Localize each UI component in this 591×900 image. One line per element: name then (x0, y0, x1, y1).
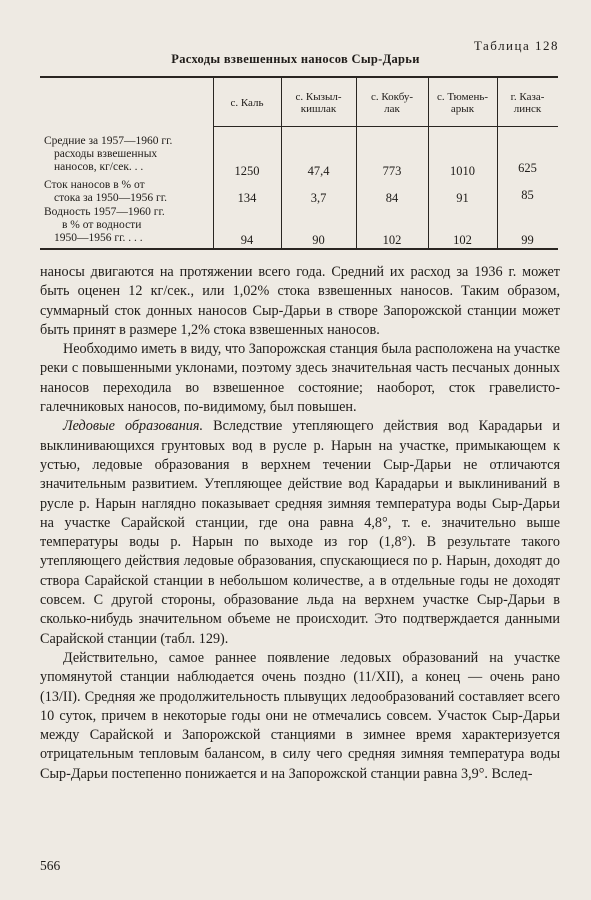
column-header: г. Каза- линск (510, 91, 545, 115)
body-text (40, 263, 560, 784)
table-cell: 1010 (450, 164, 475, 178)
table-bottom-rule (40, 248, 558, 250)
table-cell: 773 (382, 164, 402, 178)
paragraph: Необходимо иметь в виду, что Запорожская станция была расположена на участке реки с повышенными уклонами, поэтому здесь значительная часть песчаных донных наносов переходила во взвешенное состояние; наоборот, сток гравелисто-галечниковых наносов, по-видимому, был повышен. (40, 341, 560, 416)
column-header: с. Кызыл- кишлак (295, 91, 342, 115)
row-label: Средние за 1957—1960 гг. расходы взвешенных наносов, кг/сек. . . (44, 135, 173, 173)
table-cell: 99 (521, 233, 534, 247)
row-label: Водность 1957—1960 гг. в % от водности 1950—1956 гг. . . . (44, 206, 165, 244)
paragraph: наносы двигаются на протяжении всего года. Средний их расход за 1936 г. может быть оценен 12 кг/сек., или 1,02% стока взвешенных наносов. Таким образом, суммарный сток донных наносов Сыр-Дарьи в створе Запорожской станции может быть принят в размере 1,2% стока взвешенных наносов. (40, 264, 560, 338)
table-cell: 3,7 (310, 191, 327, 205)
table-cell: 90 (312, 233, 325, 247)
table-cell: 47,4 (307, 164, 330, 178)
table-title: Расходы взвешенных наносов Сыр-Дарьи (171, 52, 420, 66)
table-cell: 84 (385, 191, 399, 205)
table-cell: 91 (456, 191, 469, 205)
table-cell: 102 (382, 233, 402, 247)
table-number: Таблица 128 (473, 38, 559, 53)
table-cell: 85 (521, 188, 534, 202)
row-label: Сток наносов в % от стока за 1950—1956 гг. (44, 179, 168, 204)
table-top-rule (40, 76, 558, 78)
paragraph (40, 417, 560, 649)
table-cell: 94 (240, 233, 254, 247)
paragraph-text: Вследствие утепляющего действия вод Карадарьи и выклинивающихся грунтовых вод в русле р. Нарын на участке, примыкающем к устью, ледовые образования в верхнем течении Сыр-Дарьи не отличаются значительным развитием. Утепляющее действие вод Карадарьи и выклиниваний в русле р. Нарын наглядно показывает средняя зимняя температура воды Сыр-Дарьи на участке Сарайской станции, где она равна 4,8°, т. е. значительно выше температуры воды р. Нарын по выходе из гор (1,8°). В результате такого утепляющего действия ледовые образования, спускающиеся по р. Нарын, доходят до створа Сарайской станции в небольшом количестве, а в отдельные годы не доходят совсем. С другой стороны, образование льда на верхнем участке Сыр-Дарьи в сколько-нибудь значительном объеме не происходит. Это подтверждается данными Сарайской станции (табл. 129). (40, 418, 560, 647)
column-header: с. Тюмень- арык (436, 91, 489, 115)
page-number: 566 (40, 858, 61, 873)
table-cell: 134 (237, 191, 257, 205)
column-header: с. Каль (230, 97, 264, 109)
paragraph: Действительно, самое раннее появление ледовых образований на участке упомянутой станции наблюдается очень поздно (11/XII), а конец — очень рано (13/II). Средняя же продолжительность плывущих ледообразований составляет всего 10 суток, причем в некоторые годы они не отмечались совсем. Участок Сыр-Дарьи между Сарайской и Запорожской станциями в зимнее время характеризуется отрицательным тепловым балансом, в силу чего средняя зимняя температура воды Сыр-Дарьи постепенно понижается и на Запорожской станции равна 3,9°. Вслед- (40, 649, 560, 782)
column-header: с. Кокбу- лак (370, 91, 414, 115)
table-cell: 102 (453, 233, 472, 247)
table-cell: 625 (518, 161, 537, 175)
table-header-rule (213, 126, 558, 127)
section-heading: Ледовые образования. (63, 418, 204, 435)
table-cell: 1250 (234, 164, 260, 178)
